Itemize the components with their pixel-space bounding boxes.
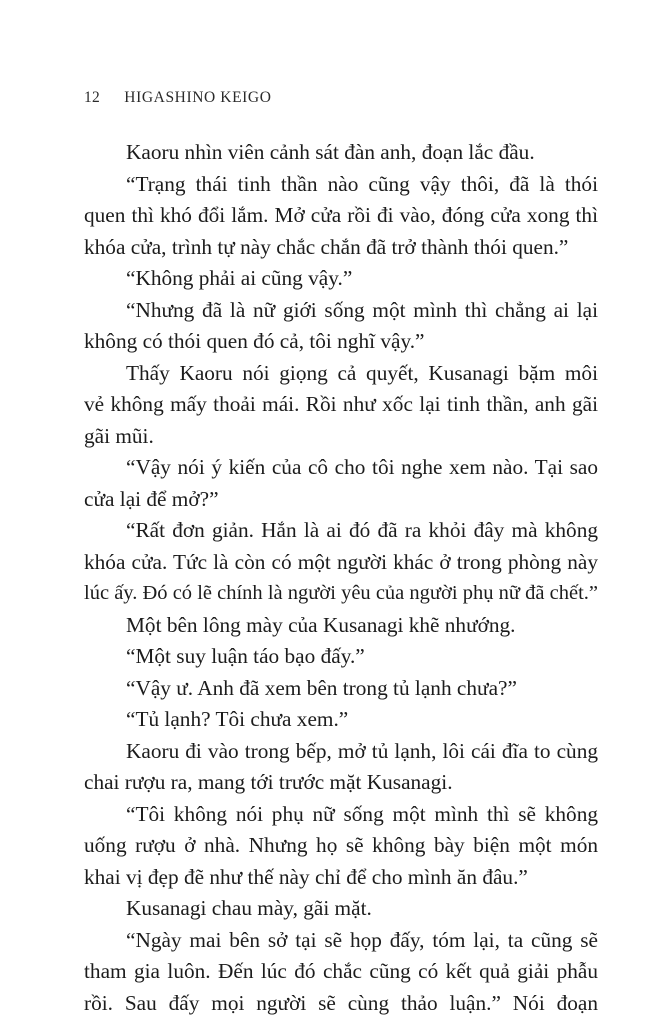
text-line: “Vậy ư. Anh đã xem bên trong tủ lạnh chưa?”	[126, 675, 517, 700]
text-line: “Ngày mai bên sở tại sẽ họp đấy, tóm lại, ta cũng sẽ	[126, 927, 598, 952]
text-line: không có thói quen đó cả, tôi nghĩ vậy.”	[84, 329, 425, 353]
body-text	[84, 137, 598, 1019]
text-line: khai vị đẹp đẽ như thế này chỉ để cho mình ăn đâu.”	[84, 864, 528, 889]
text-line: Một bên lông mày của Kusanagi khẽ nhướng.	[126, 612, 516, 637]
text-line: cửa lại để mở?”	[84, 486, 219, 511]
text-line: Kaoru nhìn viên cảnh sát đàn anh, đoạn lắc đầu.	[126, 140, 535, 164]
text-line: “Vậy nói ý kiến của cô cho tôi nghe xem nào. Tại sao	[126, 455, 598, 479]
text-line: “Tôi không nói phụ nữ sống một mình thì sẽ không	[126, 801, 598, 826]
text-line: khóa cửa, trình tự này chắc chắn đã trở thành thói quen.”	[84, 234, 569, 259]
text-line: uống rượu ở nhà. Nhưng họ sẽ không bày biện một món	[84, 833, 598, 857]
text-line: lúc ấy. Đó có lẽ chính là người yêu của người phụ nữ đã chết.”	[84, 582, 598, 604]
text-line: chai rượu ra, mang tới trước mặt Kusanagi.	[84, 770, 453, 794]
text-line: Kusanagi chau mày, gãi mặt.	[126, 896, 372, 920]
author-name: HIGASHINO KEIGO	[124, 89, 272, 106]
text-line: khóa cửa. Tức là còn có một người khác ở trong phòng này	[84, 549, 598, 574]
text-line: “Một suy luận táo bạo đấy.”	[126, 644, 365, 668]
text-line: vẻ không mấy thoải mái. Rồi như xốc lại tinh thần, anh gãi	[84, 392, 598, 416]
text-line: Kaoru đi vào trong bếp, mở tủ lạnh, lôi cái đĩa to cùng	[126, 738, 598, 763]
text-line: Thấy Kaoru nói giọng cả quyết, Kusanagi bặm môi	[126, 360, 598, 385]
text-line: “Tủ lạnh? Tôi chưa xem.”	[126, 707, 349, 731]
text-line: gãi mũi.	[84, 423, 154, 448]
page-number: 12	[84, 89, 101, 106]
text-line: quen thì khó đổi lắm. Mở cửa rồi đi vào, đóng cửa xong thì	[84, 203, 598, 227]
text-line: tham gia luôn. Đến lúc đó chắc cũng có kết quả giải phẫu	[84, 959, 598, 983]
text-line: rồi. Sau đấy mọi người sẽ cùng thảo luận.” Nói đoạn	[84, 990, 598, 1015]
running-header	[84, 89, 272, 107]
text-line: “Rất đơn giản. Hắn là ai đó đã ra khỏi đây mà không	[126, 518, 598, 542]
text-line: “Trạng thái tinh thần nào cũng vậy thôi, đã là thói	[126, 171, 598, 196]
text-line: “Không phải ai cũng vậy.”	[126, 266, 353, 290]
text-line: “Nhưng đã là nữ giới sống một mình thì chẳng ai lại	[126, 297, 598, 322]
